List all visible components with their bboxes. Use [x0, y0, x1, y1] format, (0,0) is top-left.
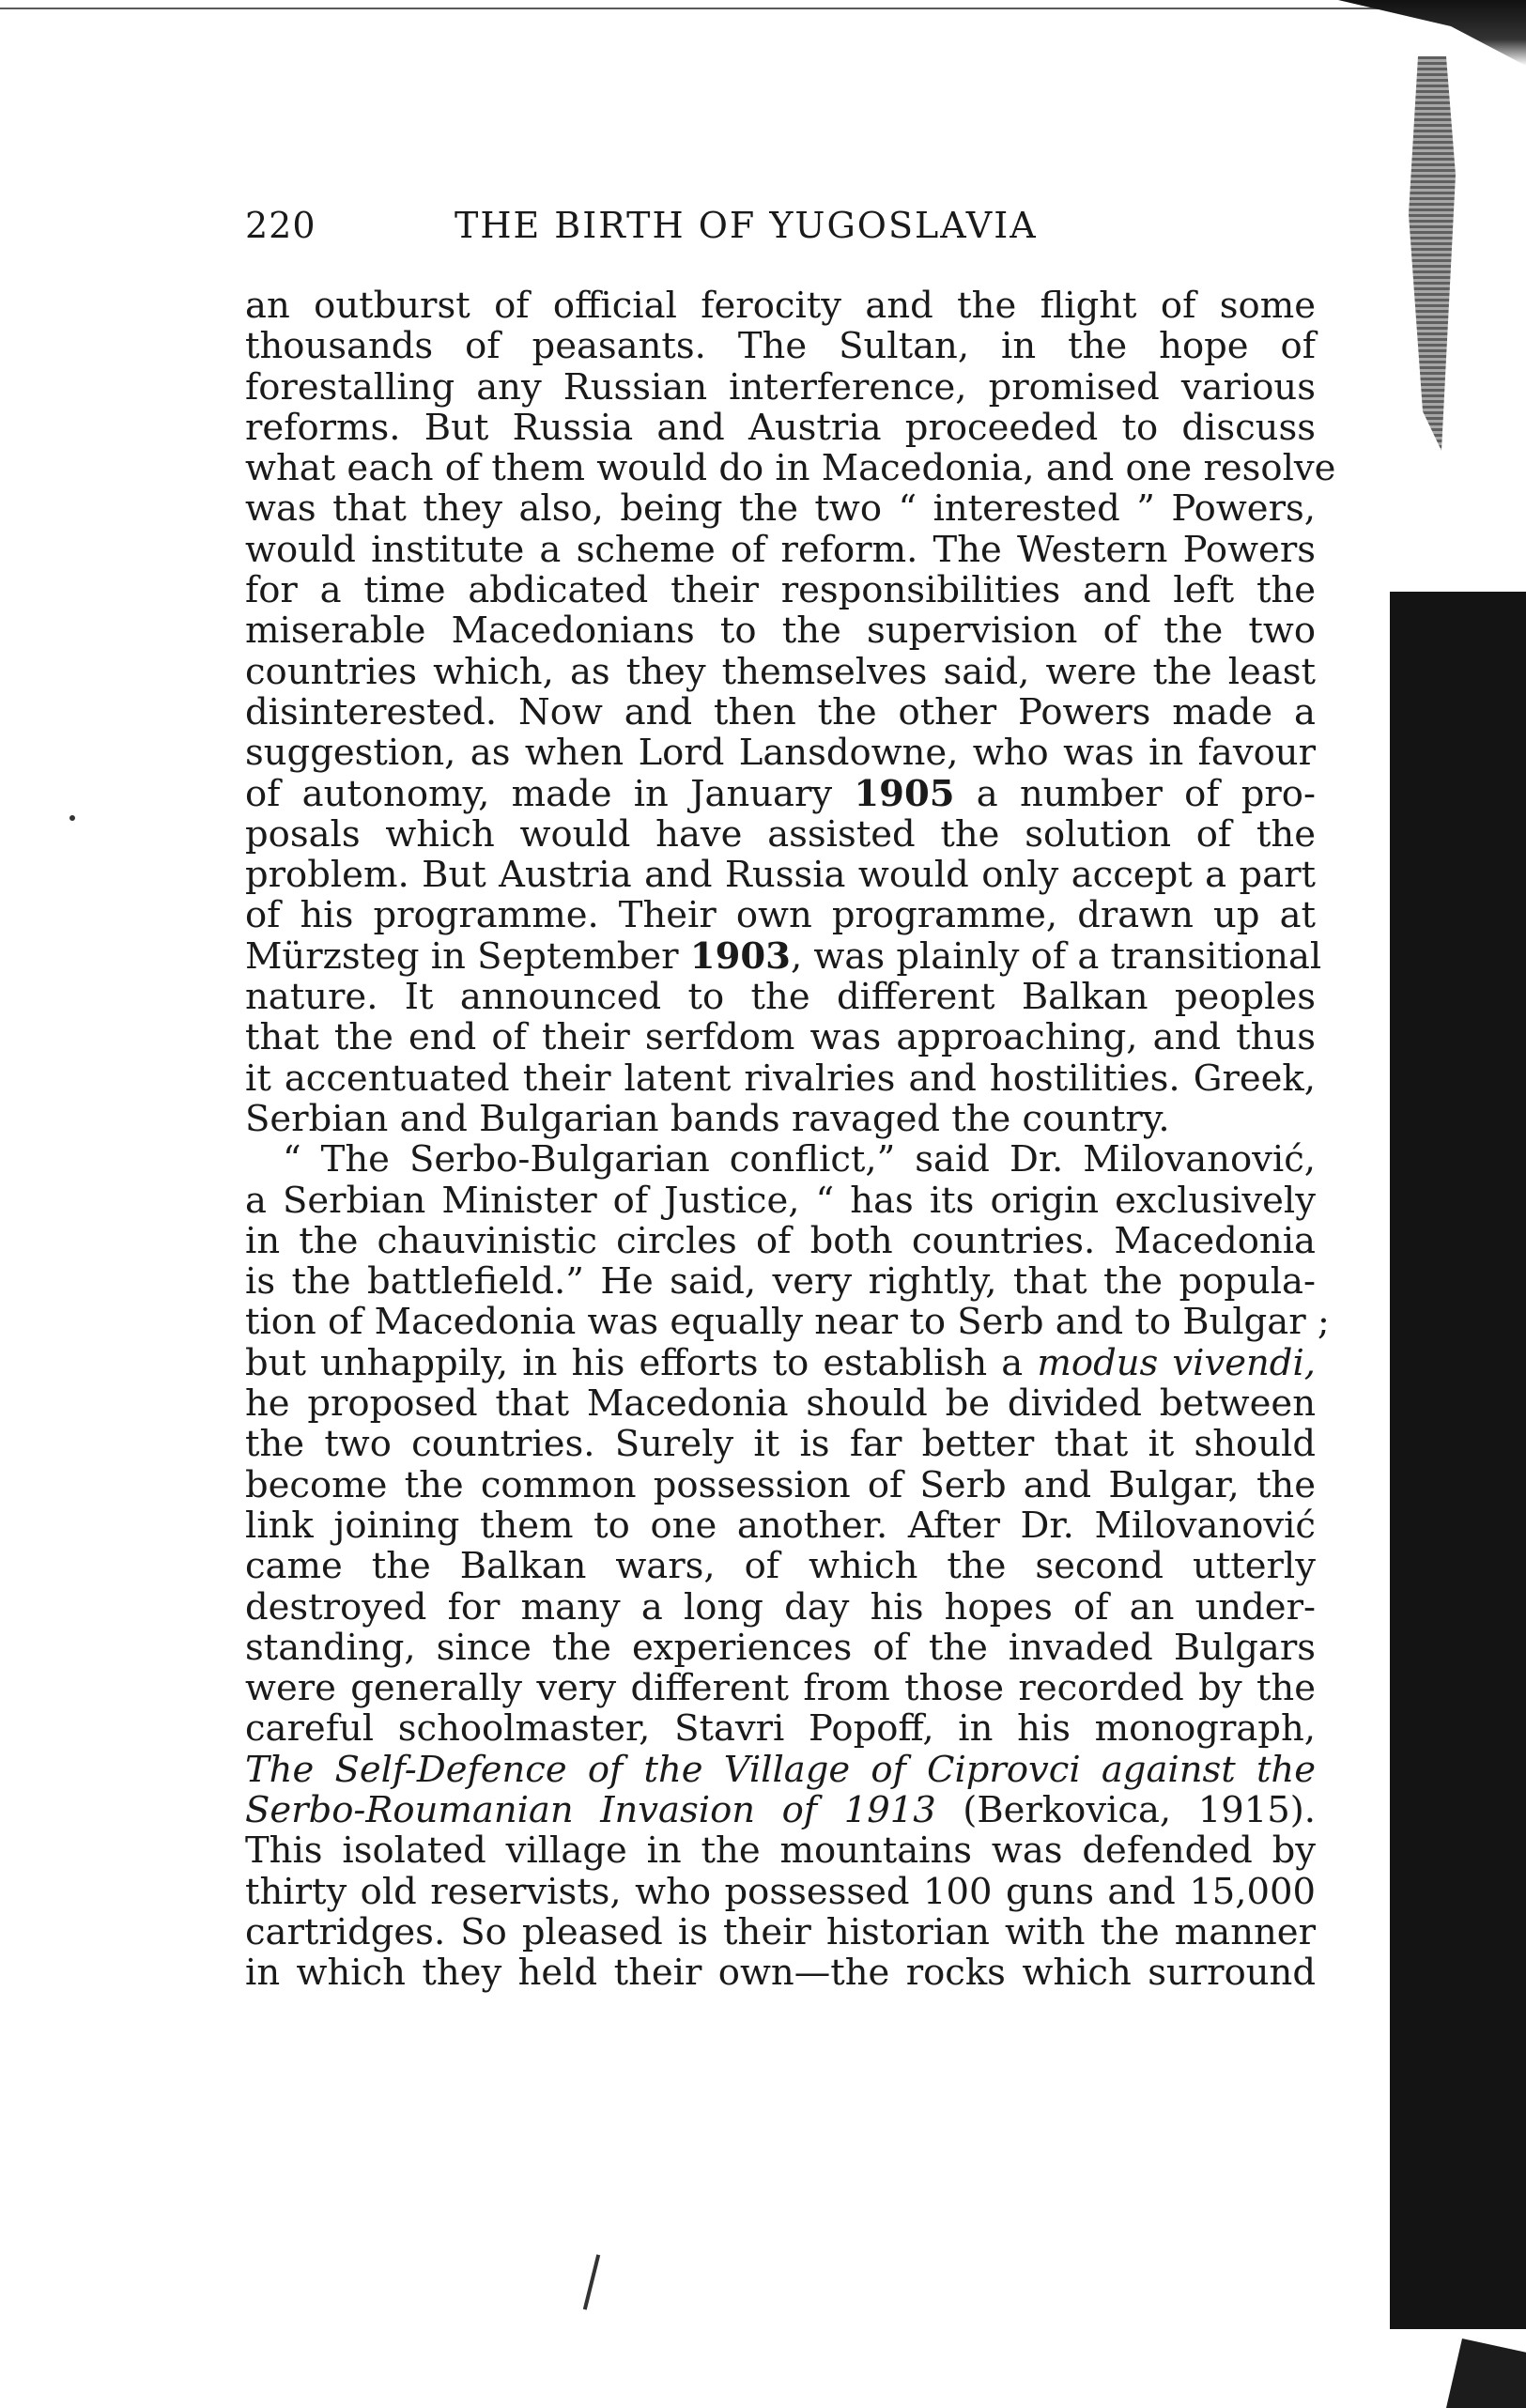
text-line: came the Balkan wars, of which the second utterly: [245, 1545, 1316, 1588]
text-line: destroyed for many a long day his hopes of an under-: [245, 1585, 1316, 1628]
text-line: but unhappily, in his efforts to establish a modus vivendi,: [245, 1341, 1316, 1384]
text-line: nature. It announced to the different Balkan peoples: [245, 976, 1316, 1019]
text-line: This isolated village in the mountains was defended by: [245, 1829, 1316, 1873]
text-line: is the battlefield.” He said, very rightly, that the popula-: [245, 1260, 1316, 1304]
text-line: disinterested. Now and then the other Powers made a: [245, 690, 1316, 733]
text-line: [245, 1750, 1316, 1790]
text-line: for a time abdicated their responsibilities and left the: [245, 569, 1316, 612]
text-line: Serbian and Bulgarian bands ravaged the country.: [245, 1097, 1170, 1140]
text-line: posals which would have assisted the solution of the: [245, 812, 1316, 856]
text-line: countries which, as they themselves said, were the least: [245, 650, 1316, 693]
text-line: miserable Macedonians to the supervision of the two: [245, 610, 1316, 653]
text-line: thirty old reservists, who possessed 100 guns and 15,000: [245, 1870, 1316, 1913]
italic-phrase: The Self-Defence of the Village of Ciprovci against the: [245, 1748, 1316, 1791]
text-line: become the common possession of Serb and Bulgar, the: [245, 1463, 1316, 1506]
text-line: was that they also, being the two “ interested ” Powers,: [245, 487, 1316, 531]
text-line: in which they held their own—the rocks which surround: [245, 1952, 1316, 1995]
italic-phrase: modus vivendi,: [1037, 1341, 1316, 1384]
text-line: careful schoolmaster, Stavri Popoff, in his monograph,: [245, 1707, 1316, 1751]
pencil-mark: [583, 2254, 600, 2309]
text-line: of autonomy, made in January 1905 a number of pro-: [245, 772, 1316, 815]
text-line: in the chauvinistic circles of both countries. Macedonia: [245, 1219, 1316, 1262]
text-line: reforms. But Russia and Austria proceeded to discuss: [245, 406, 1316, 449]
italic-phrase: Serbo-Roumanian Invasion of 1913: [245, 1788, 936, 1831]
scan-edge-shadow-side: [1390, 592, 1526, 2329]
page-number: 220: [245, 205, 316, 246]
text-line: Mürzsteg in September 1903, was plainly of a transitional: [245, 934, 1322, 978]
scan-edge-speckle: [1409, 56, 1456, 451]
text-line: it accentuated their latent rivalries and hostilities. Greek,: [245, 1057, 1316, 1100]
bold-number: 1905: [854, 772, 955, 815]
body-text: [245, 285, 1336, 1995]
scan-edge-bottom: [1446, 2339, 1526, 2408]
bold-number: 1903: [689, 934, 791, 978]
text-line: tion of Macedonia was equally near to Serb and to Bulgar ;: [245, 1301, 1330, 1344]
text-line: “ The Serbo-Bulgarian conflict,” said Dr. Milovanović,: [283, 1138, 1316, 1181]
text-line: a Serbian Minister of Justice, “ has its origin exclusively: [245, 1179, 1316, 1222]
text-line: what each of them would do in Macedonia, and one resolve: [245, 447, 1336, 490]
text-line: he proposed that Macedonia should be divided between: [245, 1382, 1316, 1426]
text-line: that the end of their serfdom was approaching, and thus: [245, 1016, 1316, 1059]
text-line: of his programme. Their own programme, drawn up at: [245, 894, 1316, 937]
text-line: cartridges. So pleased is their historian with the manner: [245, 1910, 1316, 1953]
page-header: [245, 205, 1325, 252]
text-line: the two countries. Surely it is far better that it should: [245, 1423, 1316, 1466]
text-line: suggestion, as when Lord Lansdowne, who was in favour: [245, 732, 1316, 775]
text-line: forestalling any Russian interference, promised various: [245, 365, 1316, 409]
text-line: an outburst of official ferocity and the flight of some: [245, 285, 1316, 327]
text-line: were generally very different from those recorded by the: [245, 1667, 1316, 1710]
top-rule: [0, 8, 1380, 9]
margin-dot: [69, 815, 75, 821]
text-line: problem. But Austria and Russia would only accept a part: [245, 854, 1316, 897]
scan-edge-shadow-top: [1338, 0, 1526, 66]
text-line: would institute a scheme of reform. The Western Powers: [245, 528, 1316, 571]
text-line: Serbo-Roumanian Invasion of 1913 (Berkovica, 1915).: [245, 1788, 1316, 1831]
text-line: thousands of peasants. The Sultan, in the hope of: [245, 325, 1316, 368]
text-line: link joining them to one another. After Dr. Milovanović: [245, 1504, 1316, 1547]
text-line: standing, since the experiences of the invaded Bulgars: [245, 1626, 1316, 1669]
running-title: THE BIRTH OF YUGOSLAVIA: [455, 205, 1038, 246]
